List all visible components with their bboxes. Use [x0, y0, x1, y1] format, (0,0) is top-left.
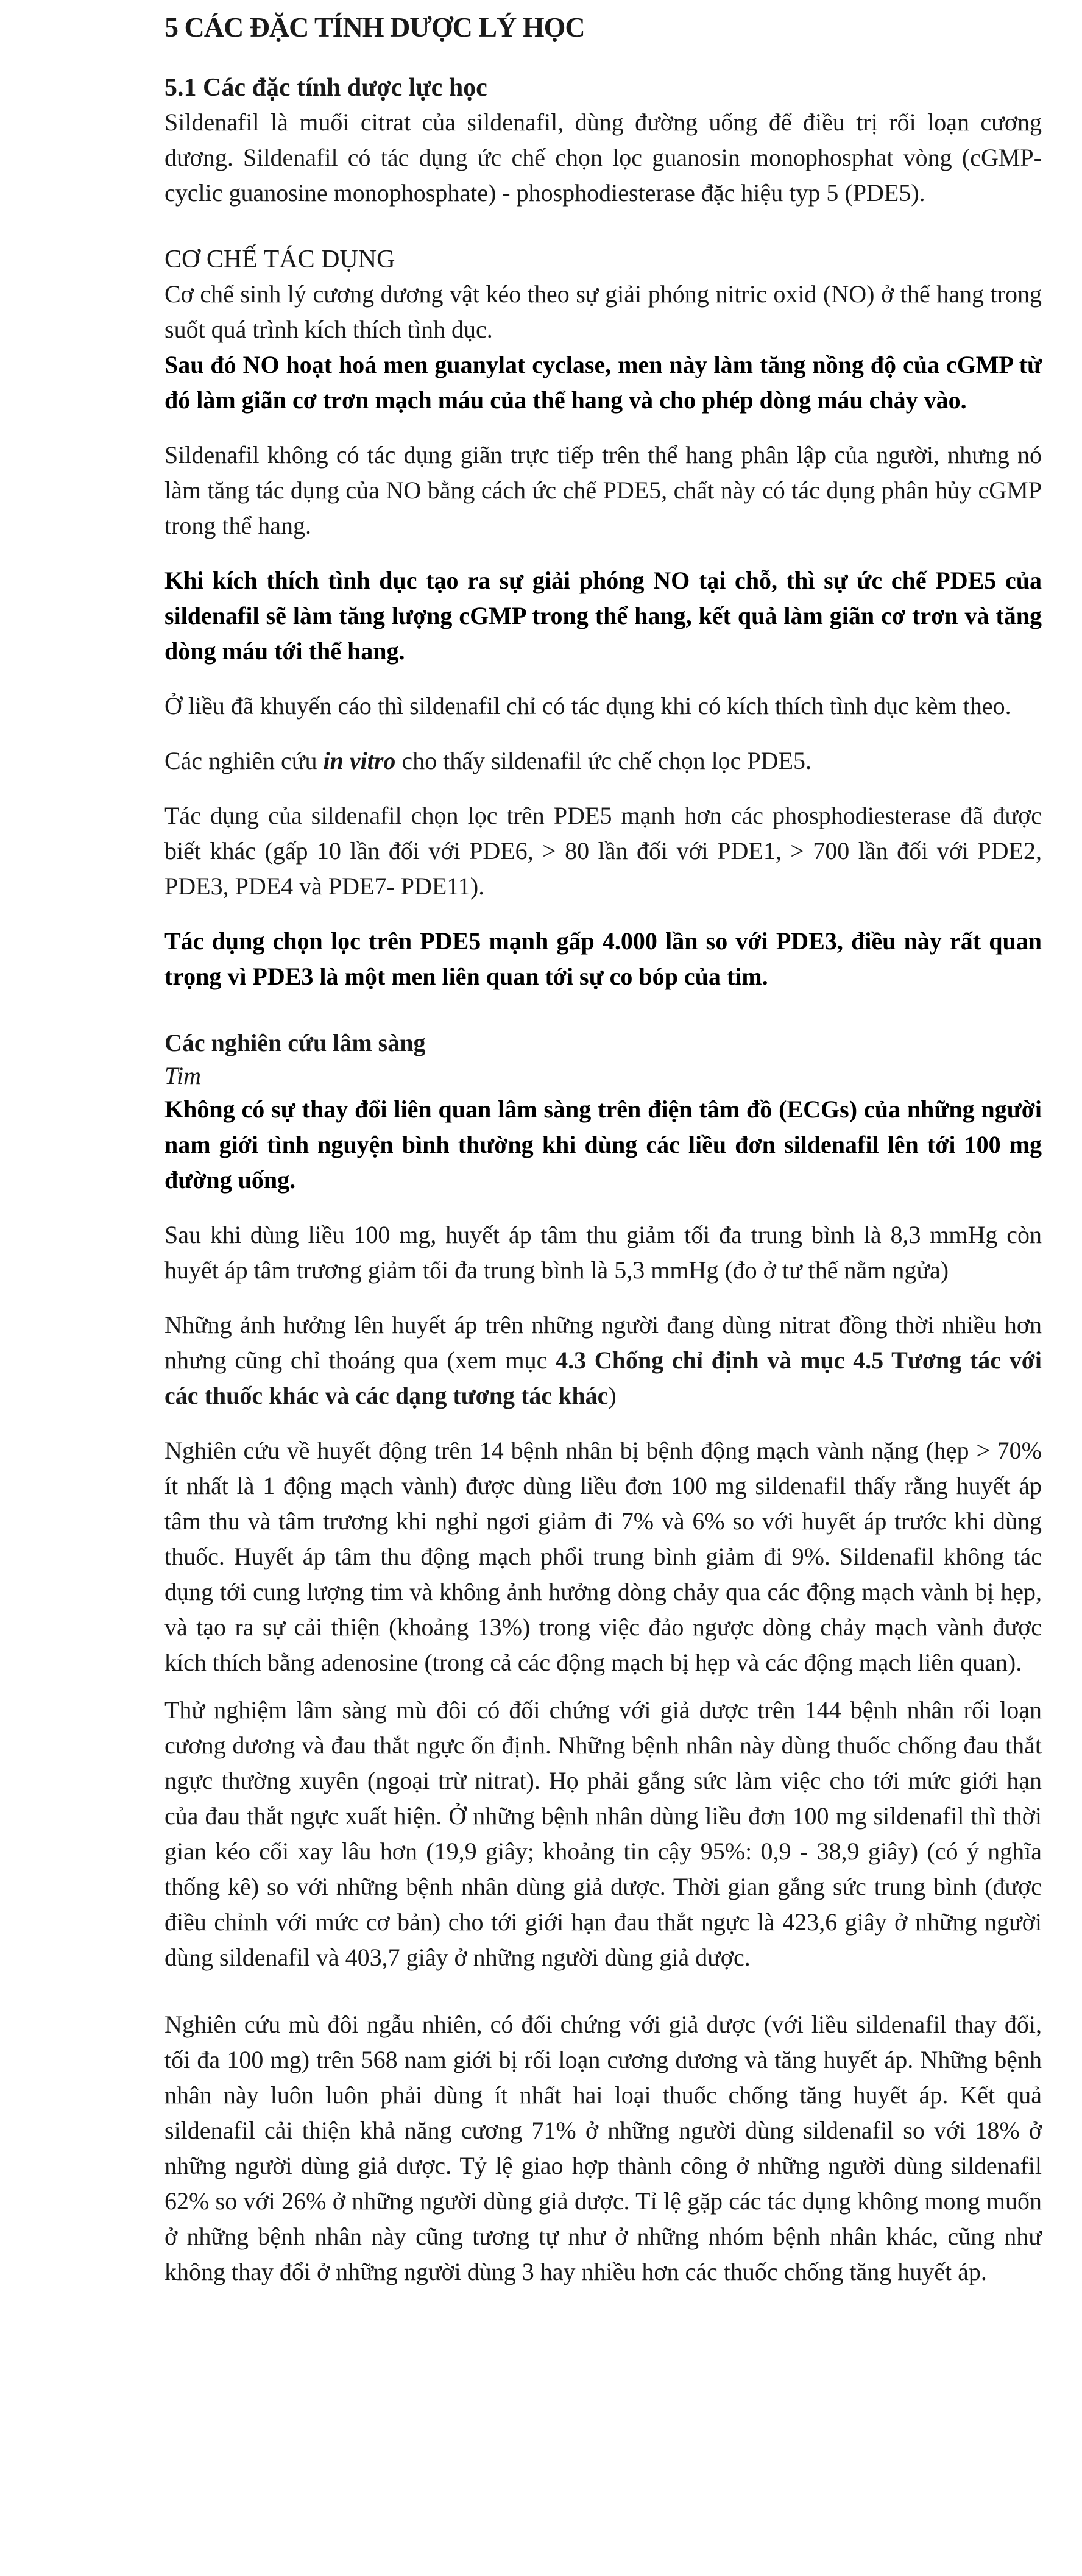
- p6-text-c: cho thấy sildenafil ức chế chọn lọc PDE5.: [395, 747, 812, 774]
- p3-ref-interactions: 4.5 Tương tác với các thuốc khác và các dạng tương tác khác: [164, 1346, 1042, 1409]
- clinical-paragraph-3: [164, 1307, 1042, 1414]
- p6-text-a: Các nghiên cứu: [164, 747, 324, 774]
- clinical-studies-title: Các nghiên cứu lâm sàng: [164, 1029, 426, 1056]
- mechanism-paragraph-4: Khi kích thích tình dục tạo ra sự giải phóng NO tại chỗ, thì sự ức chế PDE5 của sildenafil sẽ làm tăng lượng cGMP trong thể hang, kết quả làm giãn cơ trơn và tăng dòng máu tới thể hang.: [164, 567, 1042, 665]
- section-heading: 5 CÁC ĐẶC TÍNH DƯỢC LÝ HỌC: [164, 12, 585, 43]
- clinical-paragraph-5: Thử nghiệm lâm sàng mù đôi có đối chứng với giả dược trên 144 bệnh nhân rối loạn cương dương và đau thắt ngực ổn định. Những bệnh nhân này dùng thuốc chống đau thắt ngực thường xuyên (ngoại trừ nitrat). Họ phải gắng sức làm việc cho tới mức giới hạn của đau thắt ngực xuất hiện. Ở những bệnh nhân dùng liều đơn 100 mg sildenafil thì thời gian kéo cối xay lâu hơn (19,9 giây; khoảng tin cậy 95%: 0,9 - 38,9 giây) (có ý nghĩa thống kê) so với những bệnh nhân dùng giả dược. Thời gian gắng sức trung bình (được điều chỉnh với mức cơ bản) cho tới giới hạn đau thắt ngực là 423,6 giây ở những người dùng sildenafil và 403,7 giây ở những người dùng giả dược.: [164, 1696, 1042, 1971]
- p6-italic-in-vitro: in vitro: [323, 747, 396, 774]
- p3-text-e: ): [608, 1382, 617, 1409]
- mechanism-paragraph-7: Tác dụng của sildenafil chọn lọc trên PDE5 mạnh hơn các phosphodiesterase đã được biết khác (gấp 10 lần đối với PDE6, > 80 lần đối với PDE1, > 700 lần đối với PDE2, PDE3, PDE4 và PDE7- PDE11).: [164, 802, 1042, 900]
- subsection-title: 5.1 Các đặc tính dược lực học: [164, 74, 487, 102]
- clinical-paragraph-1: Không có sự thay đổi liên quan lâm sàng trên điện tâm đồ (ECGs) của những người nam giới tình nguyện bình thường khi dùng các liều đơn sildenafil lên tới 100 mg đường uống.: [164, 1095, 1042, 1194]
- mechanism-paragraph-2: Sau đó NO hoạt hoá men guanylat cyclase, men này làm tăng nồng độ của cGMP từ đó làm giãn cơ trơn mạch máu của thể hang và cho phép dòng máu chảy vào.: [164, 351, 1042, 414]
- p3-ref-contraindication: 4.3 Chống chỉ định: [556, 1346, 759, 1374]
- mechanism-paragraph-3: Sildenafil không có tác dụng giãn trực tiếp trên thể hang phân lập của người, nhưng nó làm tăng tác dụng của NO bằng cách ức chế PDE5, chất này có tác dụng phân hủy cGMP trong thể hang.: [164, 441, 1042, 539]
- mechanism-paragraph-6: [164, 743, 1042, 779]
- mechanism-paragraph-8: Tác dụng chọn lọc trên PDE5 mạnh gấp 4.000 lần so với PDE3, điều này rất quan trọng vì PDE3 là một men liên quan tới sự co bóp của tim.: [164, 927, 1042, 990]
- intro-paragraph: Sildenafil là muối citrat của sildenafil, dùng đường uống để điều trị rối loạn cương dương. Sildenafil có tác dụng ức chế chọn lọc guanosin monophosphat vòng (cGMP- cyclic guanosine monophosphate) - phosphodiesterase đặc hiệu typ 5 (PDE5).: [164, 108, 1042, 207]
- clinical-paragraph-6: Nghiên cứu mù đôi ngẫu nhiên, có đối chứng với giả dược (với liều sildenafil thay đổi, tối đa 100 mg) trên 568 nam giới bị rối loạn cương dương và tăng huyết áp. Những bệnh nhân này luôn luôn phải dùng ít nhất hai loại thuốc chống tăng huyết áp. Kết quả sildenafil cải thiện khả năng cương 71% ở những người dùng sildenafil so với 18% ở những người dùng giả dược. Tỷ lệ giao hợp thành công ở những người dùng sildenafil 62% so với 26% ở những người dùng giả dược. Tỉ lệ gặp các tác dụng không mong muốn ở những bệnh nhân này cũng tương tự như ở những nhóm bệnh nhân khác, cũng như không thay đổi ở những người dùng 3 hay nhiều hơn các thuốc chống tăng huyết áp.: [164, 2011, 1042, 2285]
- mechanism-paragraph-1: Cơ chế sinh lý cương dương vật kéo theo sự giải phóng nitric oxid (NO) ở thể hang trong suốt quá trình kích thích tình dục.: [164, 280, 1042, 343]
- clinical-paragraph-4: Nghiên cứu về huyết động trên 14 bệnh nhân bị bệnh động mạch vành nặng (hẹp > 70% ít nhất là 1 động mạch vành) được dùng liều đơn 100 mg sildenafil thấy rằng huyết áp tâm thu và tâm trương khi nghỉ ngơi giảm đi 7% và 6% so với huyết áp trước khi dùng thuốc. Huyết áp tâm thu động mạch phổi trung bình giảm đi 9%. Sildenafil không tác dụng tới cung lượng tim và không ảnh hưởng dòng chảy qua các động mạch vành bị hẹp, và tạo ra sự cải thiện (khoảng 13%) trong việc đảo ngược dòng chảy mạch vành được kích thích bằng adenosine (trong cả các động mạch bị hẹp và các động mạch liên quan).: [164, 1437, 1042, 1676]
- mechanism-paragraph-5: Ở liều đã khuyến cáo thì sildenafil chỉ có tác dụng khi có kích thích tình dục kèm theo.: [164, 692, 1011, 720]
- p3-text-c: và mục: [758, 1346, 854, 1374]
- p3-text-a: Những ảnh hưởng lên huyết áp trên những người đang dùng nitrat đồng thời nhiều hơn nhưng cũng chỉ thoáng qua (xem mục: [164, 1311, 1042, 1374]
- clinical-subtitle-heart: Tim: [164, 1062, 202, 1089]
- document-page: [164, 9, 1042, 2290]
- mechanism-title: CƠ CHẾ TÁC DỤNG: [164, 246, 395, 274]
- clinical-paragraph-2: Sau khi dùng liều 100 mg, huyết áp tâm thu giảm tối đa trung bình là 8,3 mmHg còn huyết áp tâm trương giảm tối đa trung bình là 5,3 mmHg (đo ở tư thế nằm ngửa): [164, 1221, 1042, 1284]
